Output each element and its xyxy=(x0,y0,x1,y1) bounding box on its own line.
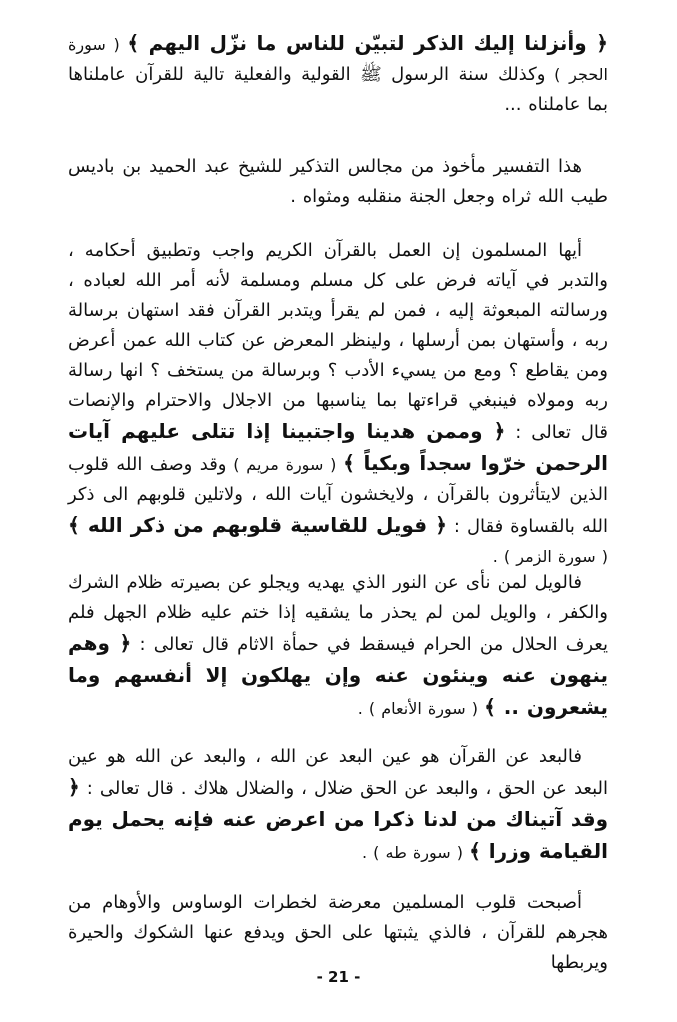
paragraph-2-text: هذا التفسير مأخوذ من مجالس التذكير للشيخ عبد الحميد بن باديس طيب الله ثراه وجعل الجنة منقلبه ومثواه . xyxy=(68,156,608,207)
paragraph-6 xyxy=(68,888,608,978)
paragraph-4-text: فالويل لمن نأى عن النور الذي يهديه ويجلو عن بصيرته ظلام الشرك والكفر ، والويل لمن لم يحذر ما يشقيه إذا ختم عليه ظلام الجهل فلم يعرف الحلال من الحرام فيسقط في حمأة الاثام قال تعالى : xyxy=(68,572,608,655)
page-number: - 21 - xyxy=(316,968,361,986)
paragraph-3-text-a: أيها المسلمون إن العمل بالقرآن الكريم واجب وتطبيق أحكامه ، والتدبر في آياته فرض على كل مسلم ومسلمة لأنه أمر الله لعباده ، ورسالته المبعوثة إليه ، فمن لم يقرأ ويتدبر القرآن فقد استهان برسالة ربه ، وأستهان بمن أرسلها ، ولينظر المعرض عن كتاب الله عمن أعرض ومن يقاطع ؟ ومع من يسيء الأدب ؟ وبرسالة من يستخف ؟ انها رسالة ربه ومولاه فينبغي قراءتها بما يناسبها من الاجلال والاحترام والإنصات قال تعالى : xyxy=(68,240,609,443)
quran-verse-maryam: ﴿ وممن هدينا واجتبينا إذا تتلى عليهم آيات الرحمن خرّوا سجداً وبكياً ﴾ xyxy=(68,419,608,475)
surah-reference-maryam: ( سورة مريم ) xyxy=(226,455,344,474)
paragraph-3 xyxy=(68,236,608,572)
quran-verse-zumar: ﴿ فويل للقاسية قلوبهم من ذكر الله ﴾ xyxy=(68,513,447,537)
quran-verse-hijr: ﴿ وأنزلنا إليك الذكر لتبيّن للناس ما نزّل اليهم ﴾ xyxy=(127,31,608,55)
surah-reference-zumar: ( سورة الزمر ) . xyxy=(492,547,608,566)
paragraph-1 xyxy=(68,28,608,120)
document-page xyxy=(68,28,608,988)
paragraph-5 xyxy=(68,742,608,868)
paragraph-2 xyxy=(68,152,608,212)
paragraph-5-text: فالبعد عن القرآن هو عين البعد عن الله ، والبعد عن الله هو عين البعد عن الحق ، والبعد عن الحق ضلال ، والضلال هلاك . قال تعالى : xyxy=(68,746,608,799)
surah-reference-taha: ( سورة طه ) . xyxy=(362,843,470,862)
paragraph-3-text-b: وقد وصف الله قلوب الذين لايتأثرون بالقرآن ، ولايخشون آيات الله ، ولاتلين قلوبهم الى ذكر الله بالقساوة فقال : xyxy=(68,454,608,537)
paragraph-4 xyxy=(68,568,608,724)
quran-verse-taha: ﴿ وقد آتيناك من لدنا ذكرا من اعرض عنه فإنه يحمل يوم القيامة وزرا ﴾ xyxy=(68,775,608,863)
quran-verse-anam: ﴿ وهم ينهون عنه وينئون عنه وإن يهلكون إلا أنفسهم وما يشعرون .. ﴾ xyxy=(68,631,608,719)
surah-reference-hijr: ( سورة الحجر ) xyxy=(68,35,608,84)
paragraph-1-text: وكذلك سنة الرسول ﷺ القولية والفعلية تالية للقرآن عاملناها بما عاملناه ... xyxy=(68,64,608,115)
surah-reference-anam: ( سورة الأنعام ) . xyxy=(357,699,485,718)
paragraph-6-text: أصبحت قلوب المسلمين معرضة لخطرات الوساوس والأوهام من هجرهم للقرآن ، فالذي يثبتها على الحق ويدفع عنها الشكوك والحيرة ويربطها xyxy=(68,892,608,973)
